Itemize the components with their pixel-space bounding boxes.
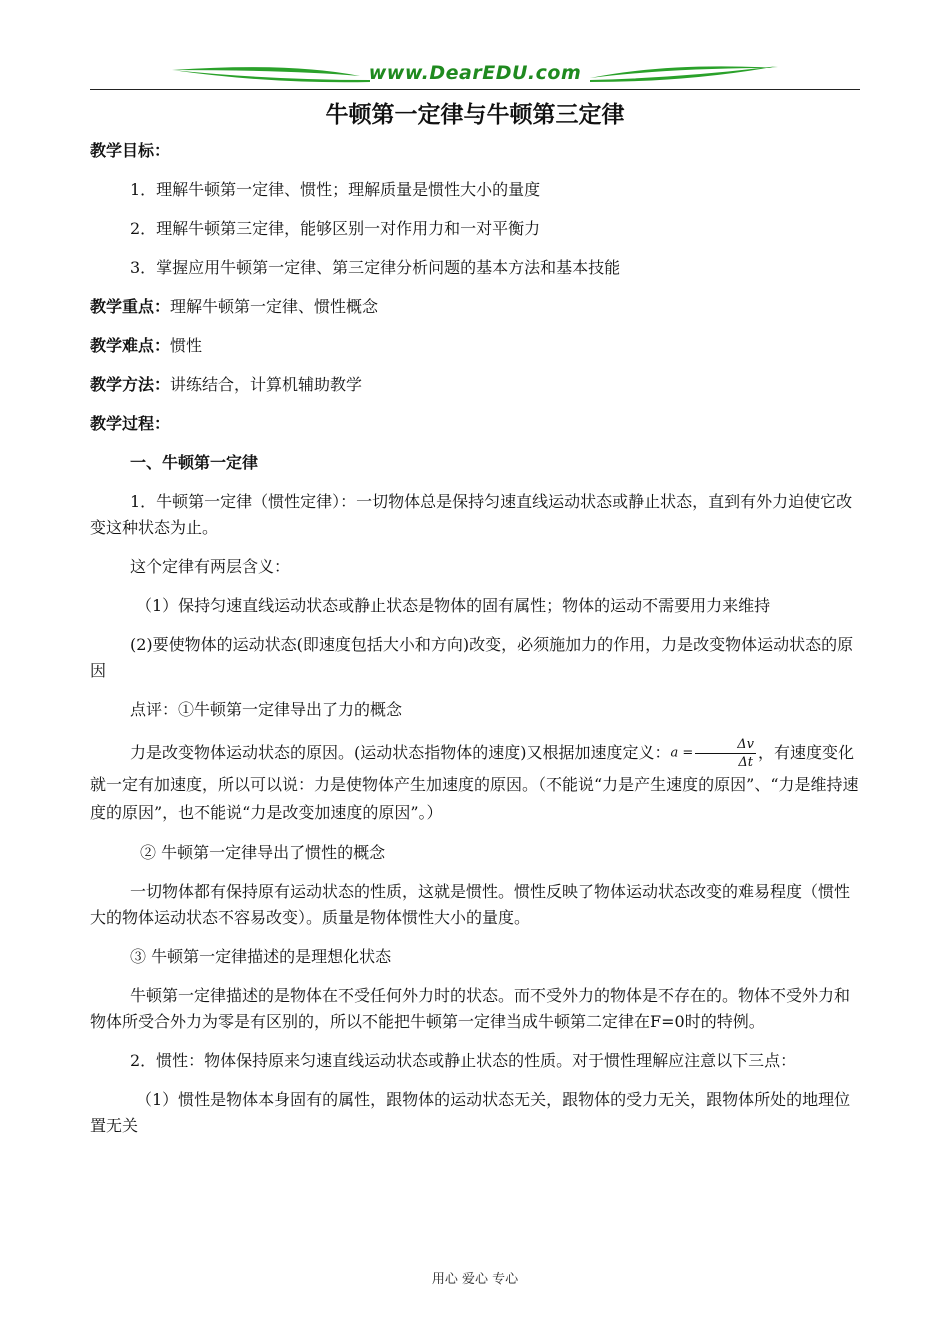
difficulty-label: 教学难点： <box>90 336 171 355</box>
acceleration-fraction <box>695 736 756 771</box>
site-logo-text[interactable]: www.DearEDU.com <box>368 62 582 84</box>
fraction-numerator: Δv <box>695 736 756 754</box>
paragraph-idealized-state: 牛顿第一定律描述的是物体在不受任何外力时的状态。而不受外力的物体是不存在的。物体不受外力和物体所受合外力为零是有区别的，所以不能把牛顿第一定律当成牛顿第二定律在F=0时的特例。 <box>90 986 851 1031</box>
paragraph-inertia-concept: 一切物体都有保持原有运动状态的性质，这就是惯性。惯性反映了物体运动状态改变的难易程度（惯性大的物体运动状态不容易改变）。质量是物体惯性大小的量度。 <box>90 882 851 927</box>
formula-lhs: a = <box>670 745 694 761</box>
paragraph-comment-3: ③ 牛顿第一定律描述的是理想化状态 <box>130 947 392 966</box>
method-line <box>90 372 860 398</box>
paragraph-inertia-definition: 2．惯性：物体保持原来匀速直线运动状态或静止状态的性质。对于惯性理解应注意以下三点： <box>130 1051 797 1070</box>
page-header <box>90 58 860 90</box>
objective-item-3: 3．掌握应用牛顿第一定律、第三定律分析问题的基本方法和基本技能 <box>130 258 621 277</box>
difficulty-line <box>90 333 860 359</box>
paragraph-comment-1: 点评：①牛顿第一定律导出了力的概念 <box>130 700 403 719</box>
difficulty-text: 惯性 <box>170 336 203 355</box>
method-label: 教学方法： <box>90 375 171 394</box>
process-label: 教学过程： <box>90 414 171 433</box>
objective-item-1: 1．理解牛顿第一定律、惯性；理解质量是惯性大小的量度 <box>130 180 541 199</box>
objective-item-2: 2．理解牛顿第三定律，能够区别一对作用力和一对平衡力 <box>130 219 541 238</box>
focus-text: 理解牛顿第一定律、惯性概念 <box>170 297 379 316</box>
page-footer: 用心 爱心 专心 <box>431 1272 519 1287</box>
method-text: 讲练结合，计算机辅助教学 <box>170 375 363 394</box>
paragraph-meaning-1: （1）保持匀速直线运动状态或静止状态是物体的固有属性；物体的运动不需要用力来维持 <box>136 596 771 615</box>
paragraph-comment-2: ② 牛顿第一定律导出了惯性的概念 <box>140 843 386 862</box>
paragraph-first-law: 1．牛顿第一定律（惯性定律）：一切物体总是保持匀速直线运动状态或静止状态，直到有外力迫使它改变这种状态为止。 <box>90 492 853 537</box>
paragraph-two-meanings: 这个定律有两层含义： <box>130 557 291 576</box>
paragraph-inertia-point-1: （1）惯性是物体本身固有的属性，跟物体的运动状态无关，跟物体的受力无关，跟物体所处的地理位置无关 <box>90 1090 851 1135</box>
paragraph-acceleration-definition <box>90 736 860 827</box>
focus-label: 教学重点： <box>90 297 171 316</box>
paragraph-meaning-2: (2)要使物体的运动状态(即速度包括大小和方向)改变，必须施加力的作用，力是改变物体运动状态的原因 <box>90 635 854 680</box>
objectives-label: 教学目标： <box>90 141 171 160</box>
section1-heading: 一、牛顿第一定律 <box>130 453 259 472</box>
acceleration-text-before: 力是改变物体运动状态的原因。(运动状态指物体的速度)又根据加速度定义： <box>130 743 671 762</box>
header-divider <box>90 89 860 90</box>
page-title: 牛顿第一定律与牛顿第三定律 <box>325 102 625 128</box>
fraction-denominator: Δt <box>738 755 753 770</box>
document-body <box>90 138 860 1152</box>
acceleration-text-after: ，有速度变化就一定有加速度，所以可以说：力是使物体产生加速度的原因。（不能说“力是产生速度的原因”、“力是维持速度的原因”，也不能说“力是改变加速度的原因”。） <box>90 743 859 822</box>
focus-line <box>90 294 860 320</box>
